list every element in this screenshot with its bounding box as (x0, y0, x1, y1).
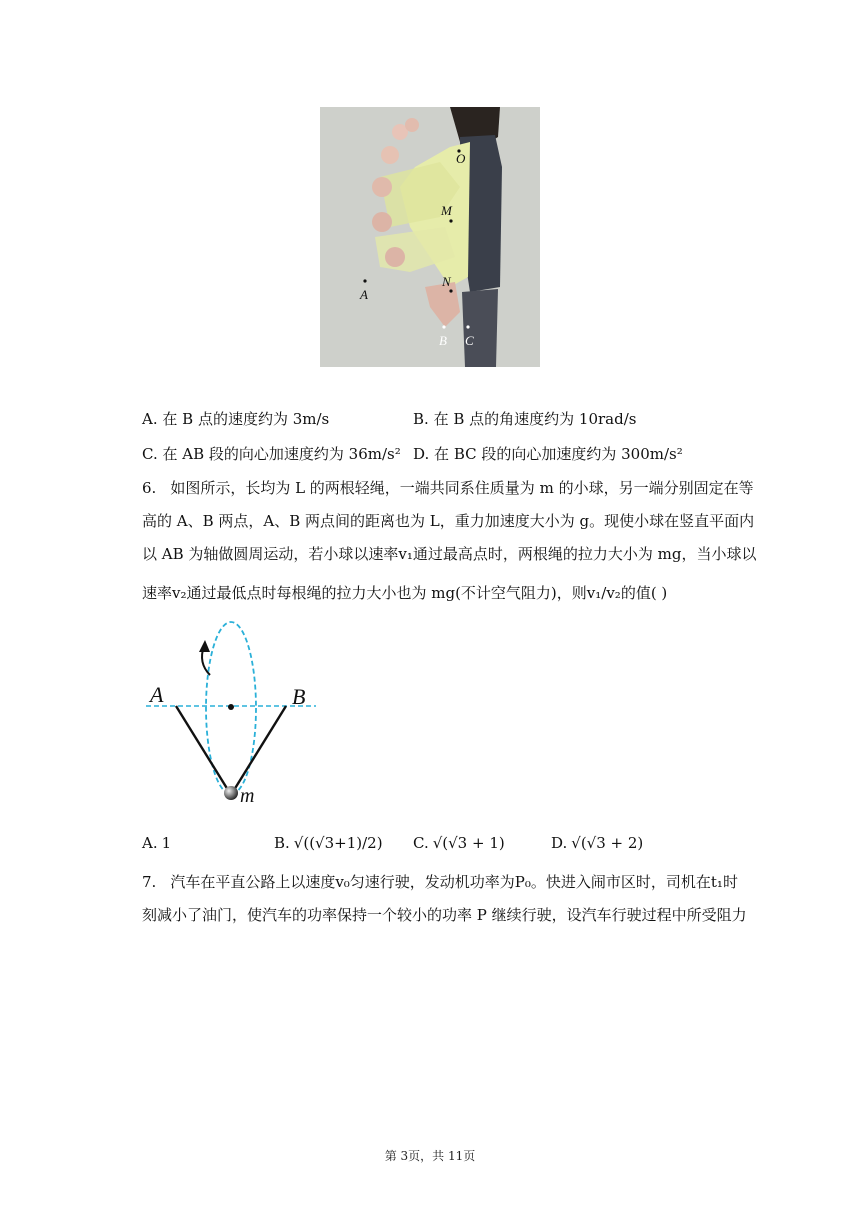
point-label-a: A (360, 287, 368, 302)
q5-option-a-text: 在 B 点的速度约为 3m/s (162, 410, 330, 428)
q5-option-d-text: 在 BC 段的向心加速度约为 300m/s² (434, 445, 683, 463)
q6-option-b: B. √((√3+1)/2) (274, 834, 383, 852)
q6-option-c: C. √(√3 + 1) (413, 834, 505, 852)
q5-option-c-text: 在 AB 段的向心加速度约为 36m/s² (162, 445, 401, 463)
center-dot (228, 704, 234, 710)
q6-number: 6. (142, 479, 157, 497)
q5-option-b-text: 在 B 点的角速度约为 10rad/s (433, 410, 637, 428)
q7-line-1: 7. 汽车在平直公路上以速度v₀匀速行驶，发动机功率为P₀。快进入闹市区时，司机在t₁时 (142, 873, 738, 891)
q6-line-2: 高的 A、B 两点，A、B 两点间的距离也为 L，重力加速度大小为 g。现使小球在竖直平面内 (142, 512, 755, 530)
q7-line-2: 刻减小了油门，使汽车的功率保持一个较小的功率 P 继续行驶，设汽车行驶过程中所受阻力 (142, 906, 747, 924)
rope-circle-diagram (140, 618, 340, 808)
q5-option-a: A. 在 B 点的速度约为 3m/s (142, 410, 330, 428)
label-m: m (240, 785, 255, 807)
point-label-b: B (439, 333, 447, 348)
page-footer: 第 3页，共 11页 (384, 1149, 476, 1163)
q5-option-b: B. 在 B 点的角速度约为 10rad/s (413, 410, 637, 428)
point-label-m: M (441, 203, 452, 218)
q6-figure (140, 618, 340, 808)
q6-option-d-text: √(√3 + 2) (571, 834, 644, 852)
q6-line-3: 以 AB 为轴做圆周运动，若小球以速率v₁通过最高点时，两根绳的拉力大小为 mg，当小球以 (142, 545, 757, 563)
label-a: A (150, 682, 164, 707)
rope-a (176, 706, 228, 790)
ball (224, 786, 238, 800)
q6-option-d: D. √(√3 + 2) (551, 834, 644, 852)
q6-line-1: 6. 如图所示，长均为 L 的两根轻绳，一端共同系住质量为 m 的小球，另一端分别固定在等 (142, 479, 754, 497)
q6-option-c-text: √(√3 + 1) (432, 834, 505, 852)
label-b: B (292, 684, 306, 709)
q5-option-c: C. 在 AB 段的向心加速度约为 36m/s² (142, 445, 401, 463)
point-label-o: O (456, 151, 466, 166)
photo-figure (320, 107, 540, 367)
q6-option-b-text: √((√3+1)/2) (293, 834, 383, 852)
point-label-n: N (442, 274, 451, 289)
q7-number: 7. (142, 873, 157, 891)
point-label-c: C (465, 333, 474, 348)
arm-swing-photo (320, 107, 540, 367)
q5-option-d: D. 在 BC 段的向心加速度约为 300m/s² (413, 445, 683, 463)
q6-option-a-text: 1 (161, 834, 172, 852)
rope-b (234, 706, 286, 790)
q6-line-4: 速率v₂通过最低点时每根绳的拉力大小也为 mg(不计空气阻力)，则v₁/v₂的值( ) (142, 584, 668, 602)
q6-option-a: A. 1 (142, 834, 172, 852)
